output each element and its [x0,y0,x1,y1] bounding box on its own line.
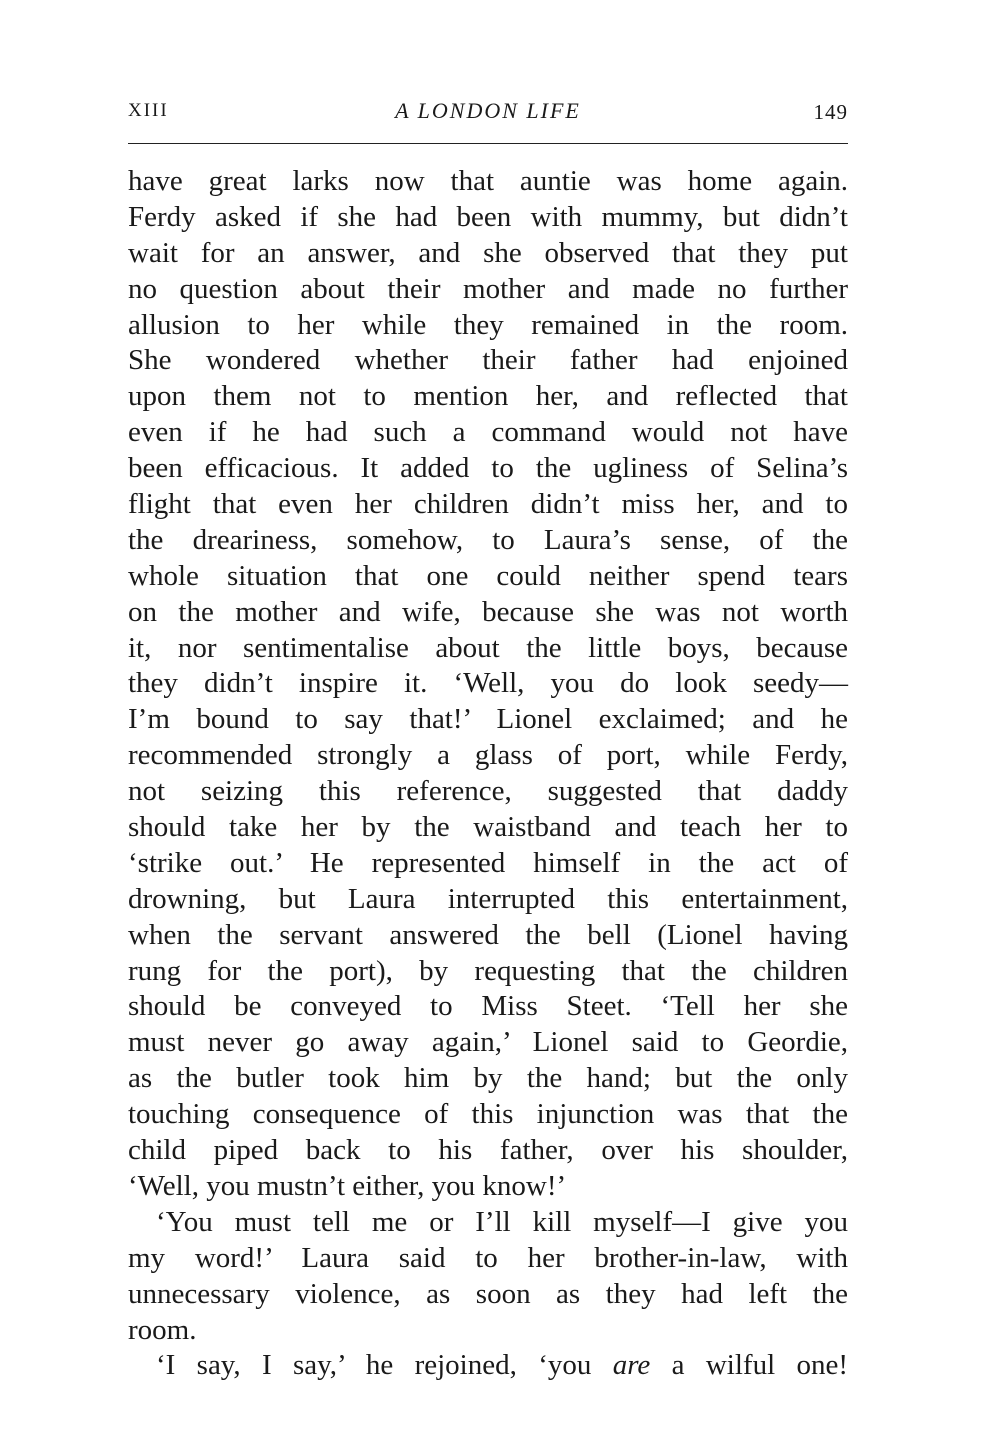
text-line: flight that even her children didn’t miss her, and to [128,488,848,521]
body-text [128,164,848,1384]
text-line: ‘strike out.’ He represented himself in the act of [128,846,848,879]
text-line: they didn’t inspire it. ‘Well, you do look seedy— [128,667,848,700]
text-line: She wondered whether their father had enjoined [128,344,848,377]
header-rule [128,143,848,144]
book-page [128,96,848,1382]
final-line-end: a wilful one! [650,1349,848,1382]
text-line: drowning, but Laura interrupted this entertainment, [128,882,848,915]
text-line: on the mother and wife, because she was not worth [128,595,848,628]
text-line: have great larks now that auntie was home again. [128,165,848,197]
text-line: rung for the port), by requesting that the children [128,954,848,987]
text-line-final [128,1348,848,1384]
text-line: not seizing this reference, suggested that daddy [128,775,848,808]
text-line: room. [128,1313,197,1346]
text-line: must never go away again,’ Lionel said to Geordie, [128,1026,848,1059]
text-line: I’m bound to say that!’ Lionel exclaimed; and he [128,703,848,736]
text-line: even if he had such a command would not have [128,416,848,449]
running-head [128,96,848,138]
text-line: touching consequence of this injunction was that the [128,1098,848,1131]
text-line: ‘Well, you mustn’t either, you know!’ [128,1169,567,1202]
text-line: when the servant answered the bell (Lionel having [128,918,848,951]
text-line: whole situation that one could neither spend tears [128,559,848,592]
text-line: wait for an answer, and she observed that they put [128,236,848,269]
text-line: Ferdy asked if she had been with mummy, but didn’t [128,200,848,233]
text-line: unnecessary violence, as soon as they had left the [128,1277,848,1310]
text-line: it, nor sentimentalise about the little boys, because [128,631,848,664]
text-line: recommended strongly a glass of port, while Ferdy, [128,739,848,772]
book-title: A LONDON LIFE [395,98,581,123]
text-line: ‘You must tell me or I’ll kill myself—I give you [156,1205,848,1238]
emphasis-word: are [612,1349,651,1382]
text-line: should take her by the waistband and teach her to [128,811,848,844]
text-line: been efficacious. It added to the ugliness of Selina’s [128,452,848,485]
text-line: as the butler took him by the hand; but the only [128,1062,848,1095]
text-line: no question about their mother and made no further [128,272,848,305]
text-line: upon them not to mention her, and reflected that [128,380,848,413]
page-number: 149 [813,100,848,124]
text-line: allusion to her while they remained in the room. [128,308,848,341]
text-line: the dreariness, somehow, to Laura’s sense, of the [128,523,848,556]
text-line: my word!’ Laura said to her brother-in-law, with [128,1241,848,1274]
text-line: child piped back to his father, over his shoulder, [128,1134,848,1167]
final-line-start: ‘I say, I say,’ he rejoined, ‘you [156,1349,613,1382]
chapter-number: XIII [128,100,169,121]
text-line: should be conveyed to Miss Steet. ‘Tell her she [128,990,848,1023]
